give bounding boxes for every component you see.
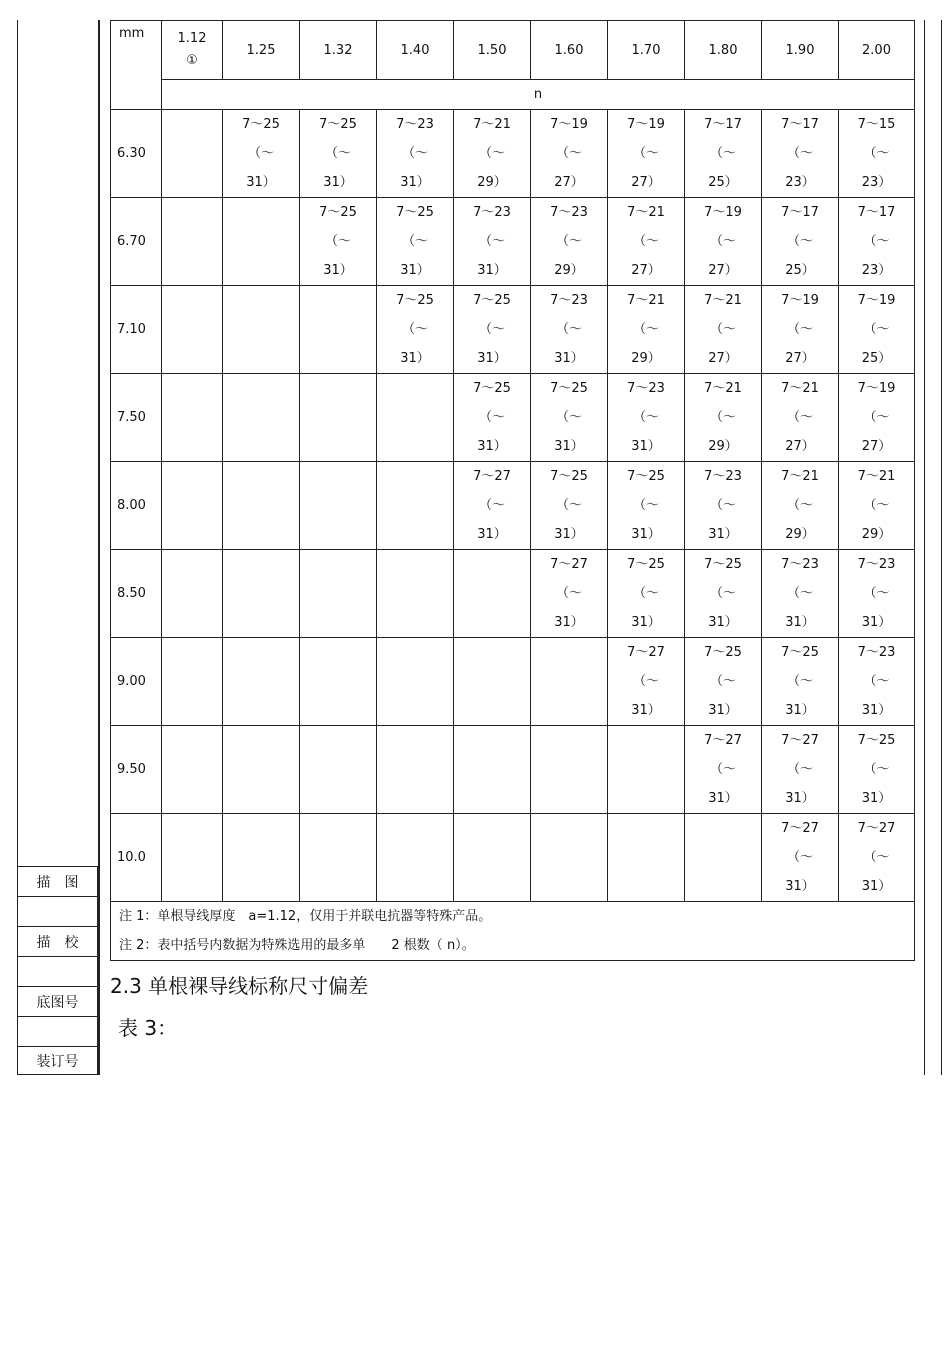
cell-line: （～ bbox=[632, 586, 659, 601]
cell-line: 31） bbox=[477, 439, 507, 454]
cell-line: 31） bbox=[477, 351, 507, 366]
cell-line: （～ bbox=[555, 586, 582, 601]
cell-line: 7～25 bbox=[704, 645, 742, 660]
table-cell bbox=[162, 814, 223, 902]
cell-line: 27） bbox=[708, 263, 738, 278]
table-row bbox=[111, 374, 915, 462]
cell-line: 7～17 bbox=[781, 205, 819, 220]
cell-line: 7～21 bbox=[781, 381, 819, 396]
col-header-8: 1.80 bbox=[685, 21, 762, 80]
table-cell bbox=[685, 462, 762, 550]
cell-line: 23） bbox=[861, 175, 892, 190]
cell-line: 31） bbox=[631, 527, 661, 542]
cell-line: 7～23 bbox=[857, 557, 896, 572]
cell-line: （～ bbox=[709, 146, 736, 161]
cell-line: 31） bbox=[400, 263, 430, 278]
table-cell bbox=[685, 374, 762, 462]
table-cell bbox=[685, 638, 762, 726]
table-cell bbox=[162, 726, 223, 814]
cell-line: 29） bbox=[631, 351, 661, 366]
table-row bbox=[111, 286, 915, 374]
cell-line: （～ bbox=[709, 322, 736, 337]
cell-line: 7～25 bbox=[627, 469, 665, 484]
table-cell bbox=[608, 726, 685, 814]
table-cell bbox=[377, 462, 454, 550]
cell-line: （～ bbox=[632, 234, 659, 249]
cell-line: 7～25 bbox=[550, 469, 588, 484]
cell-line: （～ bbox=[786, 234, 813, 249]
cell-line: （～ bbox=[863, 850, 890, 865]
table-cell bbox=[531, 814, 608, 902]
cell-line: 31） bbox=[631, 703, 661, 718]
col-header-3: 1.32 bbox=[300, 21, 377, 80]
cell-line: 27） bbox=[785, 439, 815, 454]
cell-line: 27） bbox=[708, 351, 738, 366]
cell-line: 7～19 bbox=[781, 293, 819, 308]
table-cell bbox=[608, 814, 685, 902]
table-cell bbox=[454, 726, 531, 814]
cell-line: （～ bbox=[478, 498, 505, 513]
table-cell bbox=[608, 374, 685, 462]
cell-line: （～ bbox=[555, 234, 582, 249]
table-cell bbox=[531, 198, 608, 286]
col-header-1 bbox=[162, 21, 223, 80]
table-row bbox=[111, 550, 915, 638]
cell-line: 31） bbox=[785, 791, 815, 806]
table-cell bbox=[531, 550, 608, 638]
col-header-5: 1.50 bbox=[454, 21, 531, 80]
cell-line: 27） bbox=[554, 175, 584, 190]
cell-line: 7～25 bbox=[473, 381, 511, 396]
table-cell bbox=[762, 814, 839, 902]
cell-line: （～ bbox=[555, 322, 582, 337]
table-cell bbox=[531, 638, 608, 726]
table-cell bbox=[162, 638, 223, 726]
n-header-row bbox=[111, 80, 915, 110]
cell-line: （～ bbox=[324, 146, 351, 161]
cell-line: 7～23 bbox=[473, 205, 511, 220]
table-cell bbox=[454, 550, 531, 638]
table-row bbox=[111, 110, 915, 198]
cell-line: 29） bbox=[861, 527, 892, 542]
cell-line: 29） bbox=[785, 527, 815, 542]
col-header-1-line: ① bbox=[186, 53, 198, 68]
cell-line: 7～23 bbox=[627, 381, 665, 396]
table-cell bbox=[223, 814, 300, 902]
base-no-label-box bbox=[17, 986, 98, 1016]
table-cell bbox=[377, 286, 454, 374]
drawing-blank-box bbox=[17, 896, 98, 926]
table-row bbox=[111, 198, 915, 286]
table-cell bbox=[608, 638, 685, 726]
cell-line: （～ bbox=[555, 498, 582, 513]
row-label: 8.00 bbox=[111, 462, 162, 550]
col-header-1-line: 1.12 bbox=[177, 31, 207, 46]
table-cell bbox=[377, 550, 454, 638]
col-header-1-text bbox=[162, 28, 222, 72]
table-cell bbox=[608, 462, 685, 550]
table-cell bbox=[223, 286, 300, 374]
table-cell bbox=[839, 462, 915, 550]
cell-line: 31） bbox=[708, 615, 738, 630]
table-cell bbox=[377, 374, 454, 462]
cell-line: 25） bbox=[785, 263, 815, 278]
cell-line: 7～17 bbox=[704, 117, 742, 132]
col-header-2: 1.25 bbox=[223, 21, 300, 80]
cell-line: 7～25 bbox=[473, 293, 511, 308]
cell-line: （～ bbox=[401, 322, 428, 337]
table-cell bbox=[223, 110, 300, 198]
left-margin-rule-inner bbox=[98, 20, 100, 1075]
table-cell bbox=[300, 550, 377, 638]
binding-no-label: 装订号 bbox=[36, 1053, 79, 1070]
cell-line: 31） bbox=[631, 439, 661, 454]
cell-line: 7～23 bbox=[704, 469, 742, 484]
cell-line: 7～27 bbox=[627, 645, 665, 660]
table-cell bbox=[531, 726, 608, 814]
col-header-4: 1.40 bbox=[377, 21, 454, 80]
table-cell bbox=[839, 638, 915, 726]
table-cell bbox=[685, 550, 762, 638]
table-cell bbox=[377, 110, 454, 198]
cell-line: 29） bbox=[708, 439, 738, 454]
conductor-size-table bbox=[110, 20, 915, 961]
cell-line: 7～19 bbox=[550, 117, 588, 132]
cell-line: （～ bbox=[863, 674, 890, 689]
table-cell bbox=[162, 550, 223, 638]
cell-line: （～ bbox=[786, 762, 813, 777]
cell-line: 7～23 bbox=[857, 645, 896, 660]
col-header-6: 1.60 bbox=[531, 21, 608, 80]
cell-line: （～ bbox=[555, 146, 582, 161]
cell-line: 31） bbox=[554, 527, 584, 542]
cell-line: 7～23 bbox=[396, 117, 434, 132]
cell-line: 7～25 bbox=[704, 557, 742, 572]
cell-line: （～ bbox=[632, 674, 659, 689]
cell-line: 23） bbox=[785, 175, 815, 190]
cell-line: 7～25 bbox=[627, 557, 665, 572]
cell-line: （～ bbox=[632, 146, 659, 161]
right-margin-rule bbox=[924, 20, 925, 1075]
table-cell bbox=[839, 374, 915, 462]
table-cell bbox=[377, 814, 454, 902]
table-cell bbox=[162, 374, 223, 462]
table-cell bbox=[162, 462, 223, 550]
table-cell bbox=[454, 462, 531, 550]
table-row bbox=[111, 814, 915, 902]
cell-line: 7～21 bbox=[627, 205, 665, 220]
cell-line: 7～21 bbox=[473, 117, 511, 132]
cell-line: 31） bbox=[785, 879, 815, 894]
check-blank-box bbox=[17, 956, 98, 986]
cell-line: 31） bbox=[400, 175, 430, 190]
cell-line: 7～23 bbox=[781, 557, 819, 572]
table-cell bbox=[377, 638, 454, 726]
cell-line: 25） bbox=[861, 351, 892, 366]
cell-line: （～ bbox=[863, 410, 890, 425]
table-cell bbox=[608, 198, 685, 286]
cell-line: （～ bbox=[401, 234, 428, 249]
col-header-9: 1.90 bbox=[762, 21, 839, 80]
cell-line: 7～25 bbox=[242, 117, 280, 132]
table-cell bbox=[839, 110, 915, 198]
row-label: 9.00 bbox=[111, 638, 162, 726]
table-cell bbox=[223, 374, 300, 462]
cell-line: （～ bbox=[247, 146, 274, 161]
cell-line: 31） bbox=[554, 615, 584, 630]
table-cell bbox=[162, 198, 223, 286]
cell-line: 31） bbox=[708, 791, 738, 806]
cell-line: 31） bbox=[477, 527, 507, 542]
table-cell bbox=[300, 198, 377, 286]
cell-line: （～ bbox=[863, 146, 890, 161]
table-cell bbox=[762, 638, 839, 726]
cell-line: （～ bbox=[863, 322, 890, 337]
cell-line: （～ bbox=[863, 498, 890, 513]
cell-line: 29） bbox=[477, 175, 507, 190]
row-label: 7.50 bbox=[111, 374, 162, 462]
drawing-label: 描 图 bbox=[36, 874, 79, 891]
cell-line: 7～25 bbox=[781, 645, 819, 660]
cell-line: （～ bbox=[863, 762, 890, 777]
table-cell bbox=[839, 198, 915, 286]
cell-line: 31） bbox=[400, 351, 430, 366]
table-cell bbox=[762, 726, 839, 814]
table-cell bbox=[223, 726, 300, 814]
cell-line: （～ bbox=[786, 498, 813, 513]
cell-line: 7～27 bbox=[857, 821, 896, 836]
cell-line: 31） bbox=[861, 615, 892, 630]
table-cell bbox=[531, 462, 608, 550]
cell-line: 31） bbox=[246, 175, 276, 190]
cell-line: 7～21 bbox=[704, 381, 742, 396]
cell-line: 7～25 bbox=[319, 205, 357, 220]
table-cell bbox=[839, 286, 915, 374]
cell-line: 7～25 bbox=[857, 733, 896, 748]
table-row bbox=[111, 726, 915, 814]
table-cell bbox=[300, 374, 377, 462]
row-label: 6.70 bbox=[111, 198, 162, 286]
cell-line: （～ bbox=[863, 586, 890, 601]
cell-line: 31） bbox=[631, 615, 661, 630]
cell-line: 25） bbox=[708, 175, 738, 190]
cell-line: 31） bbox=[785, 615, 815, 630]
table-cell bbox=[839, 550, 915, 638]
cell-line: （～ bbox=[786, 850, 813, 865]
cell-line: （～ bbox=[786, 586, 813, 601]
table-cell bbox=[762, 462, 839, 550]
table-cell bbox=[762, 198, 839, 286]
cell-line: 31） bbox=[861, 703, 892, 718]
cell-line: 7～21 bbox=[857, 469, 896, 484]
table-row bbox=[111, 638, 915, 726]
table-cell bbox=[454, 110, 531, 198]
cell-line: 7～19 bbox=[704, 205, 742, 220]
cell-line: （～ bbox=[478, 410, 505, 425]
table-cell bbox=[454, 286, 531, 374]
table-cell bbox=[223, 638, 300, 726]
cell-line: （～ bbox=[786, 322, 813, 337]
right-margin-rule-outer bbox=[941, 20, 942, 1075]
table-cell bbox=[300, 814, 377, 902]
header-row bbox=[111, 21, 915, 80]
cell-line: 31） bbox=[861, 879, 892, 894]
table-cell bbox=[839, 726, 915, 814]
cell-line: （～ bbox=[709, 762, 736, 777]
table-row bbox=[111, 462, 915, 550]
cell-line: 27） bbox=[631, 263, 661, 278]
table-cell bbox=[685, 726, 762, 814]
cell-line: 31） bbox=[554, 439, 584, 454]
cell-line: 7～27 bbox=[550, 557, 588, 572]
cell-line: （～ bbox=[632, 410, 659, 425]
cell-line: 7～25 bbox=[550, 381, 588, 396]
notes-cell bbox=[111, 902, 915, 961]
section-title: 2.3 单根裸导线标称尺寸偏差 bbox=[110, 974, 369, 998]
cell-line: 31） bbox=[477, 263, 507, 278]
table-cell bbox=[454, 638, 531, 726]
table-cell bbox=[685, 814, 762, 902]
cell-line: （～ bbox=[863, 234, 890, 249]
cell-line: 7～21 bbox=[704, 293, 742, 308]
cell-line: 31） bbox=[708, 527, 738, 542]
table-cell bbox=[685, 110, 762, 198]
table-cell bbox=[531, 286, 608, 374]
table-cell bbox=[223, 550, 300, 638]
data-rows bbox=[111, 110, 915, 902]
cell-line: 31） bbox=[861, 791, 892, 806]
cell-line: 31） bbox=[708, 703, 738, 718]
cell-line: 29） bbox=[554, 263, 584, 278]
table-cell bbox=[300, 286, 377, 374]
cell-line: （～ bbox=[709, 586, 736, 601]
table-cell bbox=[300, 462, 377, 550]
cell-line: 7～27 bbox=[704, 733, 742, 748]
cell-line: （～ bbox=[786, 146, 813, 161]
cell-line: 7～19 bbox=[627, 117, 665, 132]
n-header-cell: n bbox=[162, 80, 915, 110]
cell-line: 31） bbox=[323, 263, 353, 278]
row-label: 10.0 bbox=[111, 814, 162, 902]
cell-line: 7～25 bbox=[396, 205, 434, 220]
table-cell bbox=[377, 198, 454, 286]
drawing-label-box bbox=[17, 866, 98, 896]
cell-line: 23） bbox=[861, 263, 892, 278]
table-cell bbox=[685, 286, 762, 374]
cell-line: （～ bbox=[632, 322, 659, 337]
table-cell bbox=[377, 726, 454, 814]
table-cell bbox=[454, 374, 531, 462]
check-label: 描 校 bbox=[36, 934, 79, 951]
row-label: 8.50 bbox=[111, 550, 162, 638]
cell-line: （～ bbox=[709, 234, 736, 249]
cell-line: 27） bbox=[785, 351, 815, 366]
cell-line: 7～27 bbox=[781, 733, 819, 748]
table-cell bbox=[608, 550, 685, 638]
row-label: 9.50 bbox=[111, 726, 162, 814]
table-cell bbox=[685, 198, 762, 286]
notes-row bbox=[111, 902, 915, 961]
binding-no-label-box bbox=[17, 1046, 98, 1075]
table-cell bbox=[300, 110, 377, 198]
table-cell bbox=[531, 110, 608, 198]
table-cell bbox=[162, 286, 223, 374]
cell-line: 31） bbox=[785, 703, 815, 718]
base-no-label: 底图号 bbox=[36, 994, 79, 1011]
cell-line: 7～27 bbox=[473, 469, 511, 484]
table-cell bbox=[531, 374, 608, 462]
base-no-blank-box bbox=[17, 1016, 98, 1046]
cell-line: （～ bbox=[709, 674, 736, 689]
cell-line: 7～25 bbox=[396, 293, 434, 308]
corner-unit-cell: mm bbox=[111, 21, 162, 110]
table-cell bbox=[454, 198, 531, 286]
table-cell bbox=[223, 198, 300, 286]
table-cell bbox=[608, 286, 685, 374]
table-cell bbox=[454, 814, 531, 902]
cell-line: 7～27 bbox=[781, 821, 819, 836]
cell-line: 7～17 bbox=[781, 117, 819, 132]
cell-line: （～ bbox=[478, 322, 505, 337]
cell-line: （～ bbox=[786, 410, 813, 425]
table-cell bbox=[223, 462, 300, 550]
cell-line: 7～23 bbox=[550, 205, 588, 220]
col-header-10: 2.00 bbox=[839, 21, 915, 80]
table-cell bbox=[608, 110, 685, 198]
table-cell bbox=[762, 550, 839, 638]
row-label: 6.30 bbox=[111, 110, 162, 198]
cell-line: 31） bbox=[323, 175, 353, 190]
cell-line: 31） bbox=[554, 351, 584, 366]
cell-line: 7～15 bbox=[857, 117, 896, 132]
note-1: 注 1：单根导线厚度 a=1.12，仅用于并联电抗器等特殊产品。 bbox=[119, 909, 492, 924]
cell-line: （～ bbox=[709, 498, 736, 513]
cell-line: （～ bbox=[401, 146, 428, 161]
table-cell bbox=[762, 374, 839, 462]
note-2: 注 2：表中括号内数据为特殊选用的最多单 2 根数（ n）。 bbox=[119, 938, 475, 953]
cell-line: （～ bbox=[632, 498, 659, 513]
table-cell bbox=[162, 110, 223, 198]
table-cell bbox=[762, 110, 839, 198]
cell-line: 7～17 bbox=[857, 205, 896, 220]
cell-line: 7～21 bbox=[781, 469, 819, 484]
cell-line: 7～25 bbox=[319, 117, 357, 132]
cell-line: （～ bbox=[478, 146, 505, 161]
cell-line: 7～19 bbox=[857, 293, 896, 308]
cell-line: （～ bbox=[555, 410, 582, 425]
cell-line: 27） bbox=[631, 175, 661, 190]
cell-line: （～ bbox=[786, 674, 813, 689]
table-caption: 表 3： bbox=[118, 1016, 178, 1040]
cell-line: （～ bbox=[478, 234, 505, 249]
cell-line: 7～23 bbox=[550, 293, 588, 308]
table-cell bbox=[300, 726, 377, 814]
table-cell bbox=[762, 286, 839, 374]
row-label: 7.10 bbox=[111, 286, 162, 374]
check-label-box bbox=[17, 926, 98, 956]
cell-line: 27） bbox=[861, 439, 892, 454]
table-cell bbox=[300, 638, 377, 726]
cell-line: 7～21 bbox=[627, 293, 665, 308]
cell-line: （～ bbox=[709, 410, 736, 425]
cell-line: 7～19 bbox=[857, 381, 896, 396]
cell-line: （～ bbox=[324, 234, 351, 249]
col-header-7: 1.70 bbox=[608, 21, 685, 80]
table-cell bbox=[839, 814, 915, 902]
